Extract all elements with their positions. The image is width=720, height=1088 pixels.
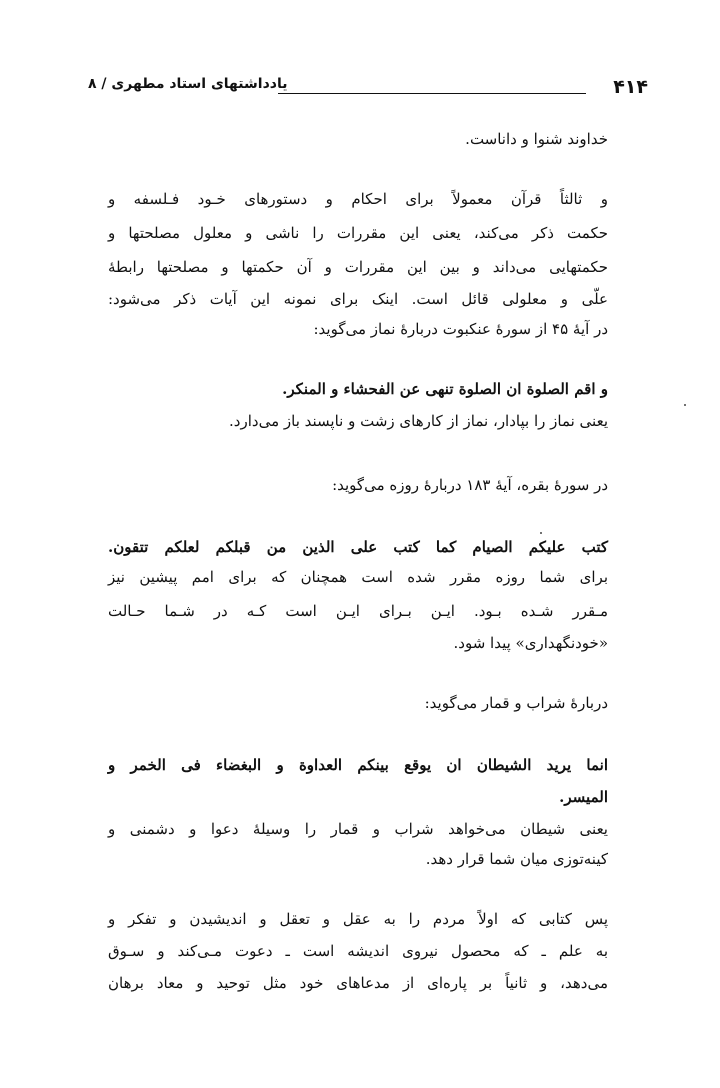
text-line: و اقم الصلوة ان الصلوة تنهی عن الفحشاء و المنکر.	[282, 380, 608, 398]
text-line: برای شما روزه مقرر شده است همچنان که برای امم پیشین نیز	[108, 568, 608, 586]
text-line: حکمت ذکر می‌کند، یعنی این مقررات را ناشی و معلول مصلحتها و	[108, 224, 608, 242]
page-number: ۴۱۴	[613, 76, 648, 98]
text-line: المیسر.	[559, 788, 608, 806]
text-line: یعنی شیطان می‌خواهد شراب و قمار را وسیلهٔ دعوا و دشمنی و	[108, 820, 608, 838]
text-line: کینه‌توزی میان شما قرار دهد.	[425, 850, 608, 868]
text-line: می‌دهد، و ثانیاً بر پاره‌ای از مدعاهای خود مثل توحید و معاد برهان	[108, 974, 608, 992]
running-title: یادداشتهای استاد مطهری / ۸	[88, 76, 288, 92]
page-header	[88, 76, 648, 110]
text-line: و ثالثاً قرآن معمولاً برای احکام و دستورهای خـود فـلسفه و	[108, 190, 608, 208]
text-line: در آیهٔ ۴۵ از سورهٔ عنکبوت دربارهٔ نماز می‌گوید:	[313, 320, 608, 338]
text-line: پس کتابی که اولاً مردم را به عقل و تعقل و اندیشیدن و تفکر و	[108, 910, 608, 928]
text-line: علّی و معلولی قائل است. اینک برای نمونه این آیات ذکر می‌شود:	[108, 290, 608, 308]
text-line: یعنی نماز را بپادار، نماز از کارهای زشت و ناپسند باز می‌دارد.	[229, 412, 608, 430]
text-line: به علم ـ که محصول نیروی اندیشه است ـ دعوت مـی‌کند و سـوق	[108, 942, 608, 960]
margin-mark	[684, 404, 686, 406]
header-rule	[278, 93, 586, 94]
text-line: «خودنگهداری» پیدا شود.	[453, 634, 608, 652]
text-line: مـقرر شـده بـود. ایـن بـرای ایـن است کـه در شـما حـالت	[108, 602, 608, 620]
text-line: انما یرید الشیطان ان یوقع بینکم العداوة و البغضاء فی الخمر و	[108, 756, 608, 774]
text-line: دربارهٔ شراب و قمار می‌گوید:	[424, 694, 608, 712]
text-line: خداوند شنوا و داناست.	[465, 130, 608, 148]
text-line: حکمتهایی می‌داند و بین این مقررات و آن حکمتها و مصلحتها رابطهٔ	[108, 258, 608, 276]
text-line: کتب علیکم الصیام کما کتب علی الذین من قبلکم لعلکم تتقون.	[108, 538, 608, 556]
margin-mark	[540, 532, 542, 534]
text-line: در سورهٔ بقره، آیهٔ ۱۸۳ دربارهٔ روزه می‌گوید:	[332, 476, 608, 494]
